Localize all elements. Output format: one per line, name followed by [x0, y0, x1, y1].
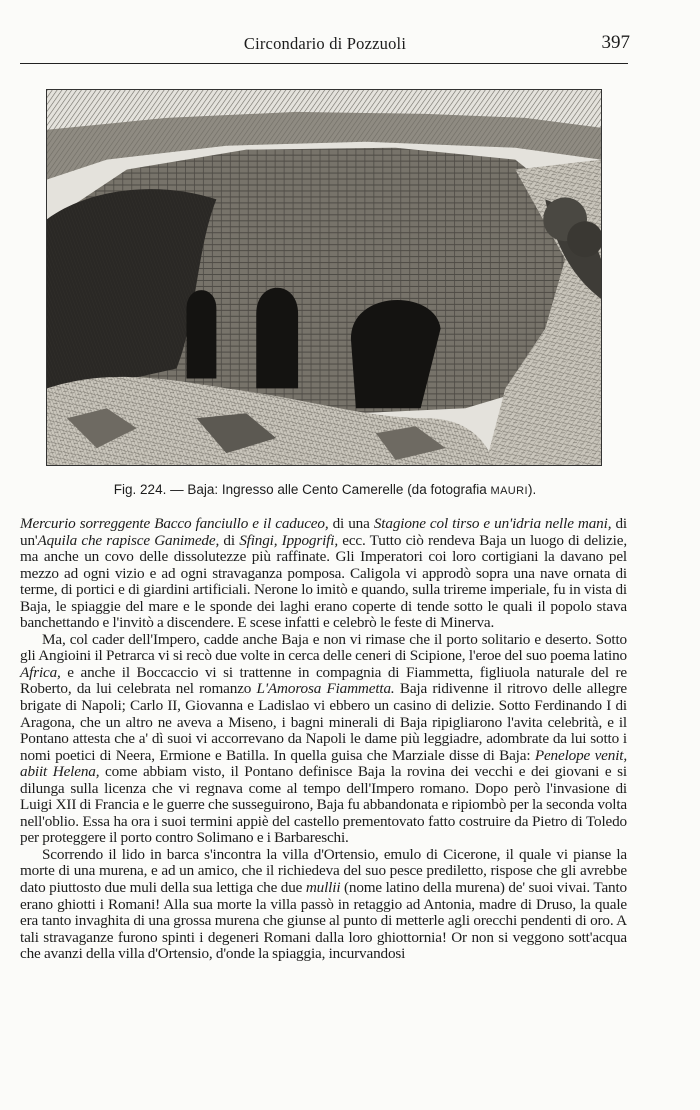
- text-run: di un': [20, 515, 627, 549]
- body-text: [20, 516, 627, 963]
- text-run: di: [219, 531, 240, 549]
- figure-caption: [20, 482, 630, 497]
- paragraph-1: [20, 516, 627, 632]
- header-rule: [20, 63, 628, 64]
- italic-text: Aquila che rapisce Ganimede,: [37, 531, 220, 549]
- text-run: Baja ridivenne il ritrovo delle allegre brigate di Napoli; Carlo II, Giovanna e Ladislao vi ebbero un casino di delizie. Sotto Ferdinando I di Aragona, che un altro ne aveva a Miseno, i bagni minerali di Baja ripigliarono l'avita celebrità, e il Pontano attesta che a' dì suoi vi accorrevano da Napoli le dame più leggiadre, adombrate da lui sotto i nomi poetici di Neera, Ermione e Batilla. In quella guisa che Marziale disse di Baja:: [20, 680, 628, 764]
- text-run: Scorrendo il lido in barca s'incontra la villa d'Ortensio, emulo di Cicerone, il quale vi pianse la morte di una murena, e ad un amico, che il richiedeva del suo pesce prediletto, rispose che gli avrebbe dato piuttosto due muli della sua lettiga che due: [20, 845, 627, 897]
- italic-text: Penelope venit, abiit Helena,: [20, 746, 627, 781]
- running-title: Circondario di Pozzuoli: [243, 34, 407, 53]
- page-number: 397: [601, 32, 630, 53]
- photographer-credit: MAURI: [490, 485, 528, 497]
- paragraph-3: [20, 847, 627, 963]
- text-run: (nome latino della murena) de' suoi vivai. Tanto erano ghiotti i Romani! Alla sua morte la villa passò in retaggio ad Antonia, madre di Druso, la quale era tanto invaghita di una grossa murena che giunse al punto di metterle agli orecchi pendenti di oro. A tali stravaganze furono spinti i degeneri Romani dalla loro ghiottornia! Or non si veggono sott'acqua che avanzi della villa d'Ortensio, d'onde la spiaggia, incurvandosi: [20, 879, 627, 963]
- text-run: ecc. Tutto ciò rendeva Baja un luogo di delizie, ma anche un covo delle dissolutezze più raffinate. Gli Imperatori coi loro cortigiani la davano pel mezzo ad ogni vizio e ad ogni stravaganza pomposa. Caligola vi approdò sopra una nave ornata di terme, di portici e di giardini artificiali. Nerone lo imitò e quando, sulla trireme imperiale, fu in vista di Baja, le spiaggie del mare e le sponde dei laghi erano coperte di tende sotto le quali il popolo stava banchettando e l'invitò a discendere. E scese infatti e celebrò le feste di Minerva.: [20, 531, 627, 632]
- caption-tail: ).: [527, 482, 537, 497]
- text-run: e anche il Boccaccio vi si trattenne in compagnia di Fiammetta, figliuola naturale del re Roberto, da lui celebrata nel romanzo: [20, 663, 627, 698]
- text-run: di una: [328, 515, 374, 532]
- italic-text: mullii: [305, 879, 341, 897]
- page-header: [20, 34, 630, 60]
- italic-text: Africa,: [20, 663, 61, 681]
- text-run: Ma, col cader dell'Impero, cadde anche Baja e non vi rimase che il porto solitario e deserto. Sotto gli Angioini il Petrarca vi si recò due volte in cerca delle ceneri di Scipione, l'eroe del suo poema latino: [20, 630, 627, 665]
- italic-text: Mercurio sorreggente Bacco fanciullo e il caduceo,: [20, 515, 329, 532]
- italic-text: Stagione col tirso e un'idria nelle mani,: [373, 515, 612, 532]
- paragraph-2: [20, 632, 627, 847]
- ruins-engraving: [47, 90, 601, 465]
- engraving-illustration: [46, 89, 602, 466]
- italic-text: L'Amorosa Fiammetta.: [256, 680, 395, 698]
- italic-text: Sfingi, Ippogrifi,: [239, 531, 338, 549]
- caption-lead: Fig. 224. — Baja: Ingresso alle Cento Camerelle (da fotografia: [113, 482, 491, 497]
- text-run: come abbiam visto, il Pontano definisce Baja la rovina dei vecchi e dei giovani e si dilunga sulla licenza che vi regnava come al tempo dell'Impero romano. Dopo però l'invasione di Luigi XII di Francia e le guerre che susseguirono, Baja fu abbandonata e ripiombò per la seconda volta nell'oblio. Essa ha ora i suoi termini appiè del castello prementovato fatto costruire da Pietro di Toledo per proteggere il porto contro Solimano e i Barbareschi.: [20, 763, 627, 847]
